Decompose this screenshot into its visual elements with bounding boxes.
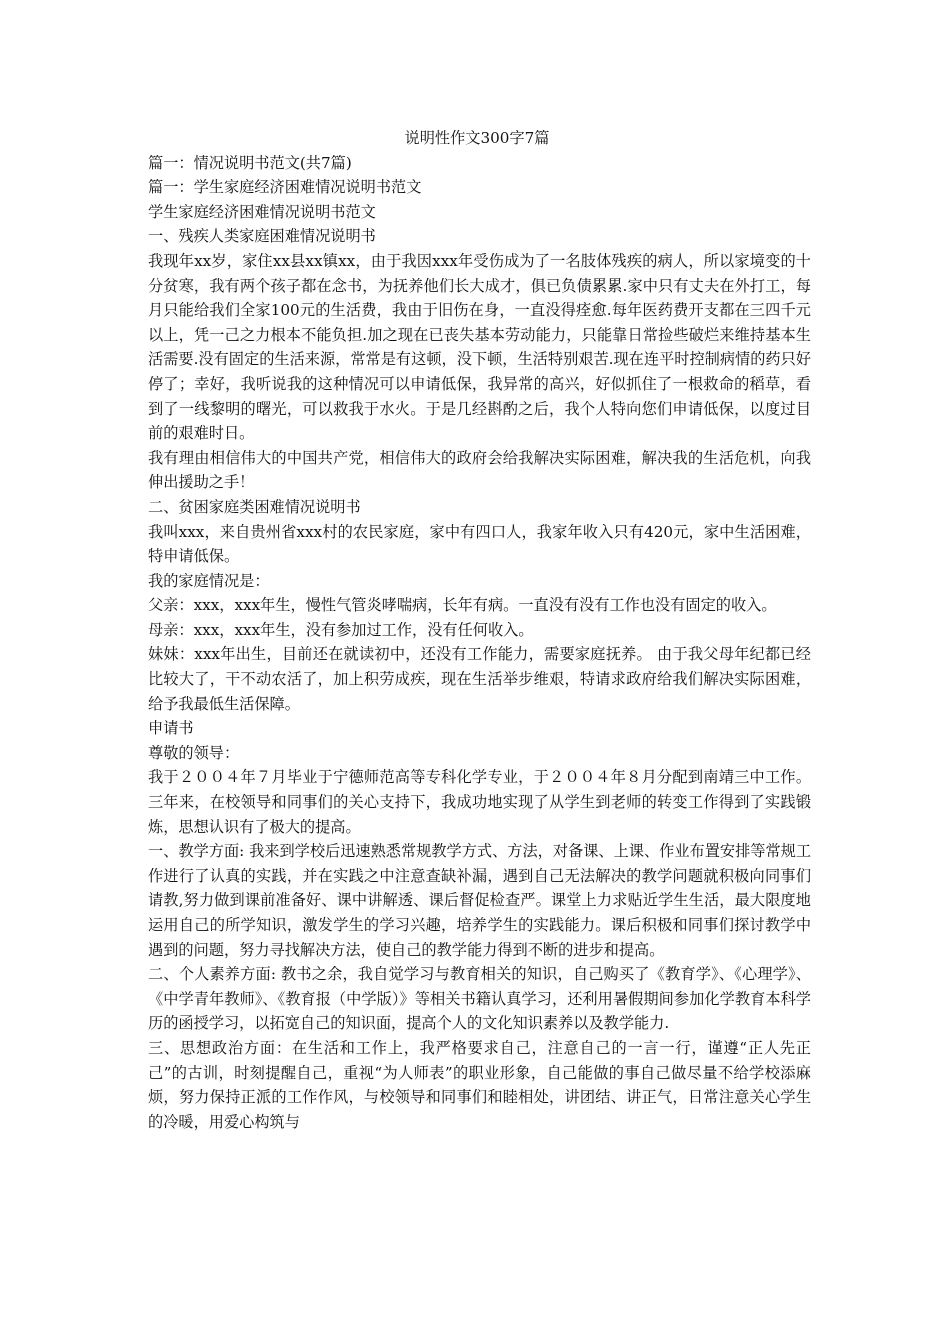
paragraph: 篇一：情况说明书范文(共7篇) [148, 153, 352, 172]
paragraph: 母亲：xxx，xxx年生，没有参加过工作，没有任何收入。 [148, 620, 534, 639]
paragraph: 我现年xx岁，家住xx县xx镇xx，由于我因xxx年受伤成为了一名肢体残疾的病人，所以家境变的十分贫寒，我有两个孩子都在念书，为抚养他们长大成才，俱已负债累累.家中只有丈夫在外打工，每月只能给我们全家100元的生活费，我由于旧伤在身，一直没得痊愈.每年医药费开支都在三四千元以上，凭一己之力根本不能负担.加之现在已丧失基本劳动能力，只能靠日常捡些破烂来维持基本生活需要.没有固定的生活来源，常常是有这顿，没下顿，生活特别艰苦.现在连平时控制病情的药只好停了；幸好，我听说我的这种情况可以申请低保，我异常的高兴，好似抓住了一根救命的稻草，看到了一线黎明的曙光，可以救我于水火。于是几经斟酌之后，我个人特向您们申请低保，以度过目前的艰难时日。 [148, 251, 811, 443]
paragraph: 我叫xxx，来自贵州省xxx村的农民家庭，家中有四口人，我家年收入只有420元，家中生活困难，特申请低保。 [148, 522, 811, 566]
paragraph: 尊敬的领导： [148, 743, 240, 762]
paragraph: 三、思想政治方面：在生活和工作上，我严格要求自己，注意自己的一言一行，谨遵“正人先正己”的古训，时刻提醒自己，重视“为人师表”的职业形象，自己能做的事自己做尽量不给学校添麻烦，努力保持正派的工作作风，与校领导和同事们和睦相处，讲团结、讲正气，日常注意关心学生的冷暖，用爱心构筑与 [148, 1038, 811, 1131]
paragraph: 妹妹：xxx年出生，目前还在就读初中，还没有工作能力，需要家庭抚养。 由于我父母年纪都已经比较大了，干不动农活了，加上积劳成疾，现在生活举步维艰，特请求政府给我们解决实际困难，给予我最低生活保障。 [148, 645, 811, 713]
document-body [143, 151, 811, 1135]
document-page [143, 126, 811, 1134]
paragraph: 二、个人素养方面: 教书之余，我自觉学习与教育相关的知识，自己购买了《教育学》、《心理学》、《中学青年教师》、《教育报（中学版）》等相关书籍认真学习，还利用暑假期间参加化学教育本科学历的函授学习，以拓宽自己的知识面，提高个人的文化知识素养以及教学能力. [148, 965, 811, 1033]
paragraph: 申请书 [148, 719, 194, 738]
paragraph: 我于２００４年７月毕业于宁德师范高等专科化学专业，于２００４年８月分配到南靖三中工作。三年来，在校领导和同事们的关心支持下，我成功地实现了从学生到老师的转变工作得到了实践锻炼，思想认识有了极大的提高。 [148, 768, 811, 836]
paragraph: 学生家庭经济困难情况说明书范文 [148, 202, 376, 221]
paragraph: 一、教学方面: 我来到学校后迅速熟悉常规教学方式、方法，对备课、上课、作业布置安排等常规工作进行了认真的实践，并在实践之中注意查缺补漏，遇到自己无法解决的教学问题就积极向同事们请教,努力做到课前准备好、课中讲解透、课后督促检查严。课堂上力求贴近学生生活，最大限度地运用自己的所学知识，激发学生的学习兴趣，培养学生的实践能力。课后积极和同事们探讨教学中遇到的问题，努力寻找解决方法，使自己的教学能力得到不断的进步和提高。 [148, 842, 812, 959]
paragraph: 父亲：xxx，xxx年生，慢性气管炎哮喘病，长年有病。一直没有没有工作也没有固定的收入。 [148, 596, 777, 615]
paragraph: 篇一：学生家庭经济困难情况说明书范文 [148, 178, 422, 197]
paragraph: 我有理由相信伟大的中国共产党，相信伟大的政府会给我解决实际困难，解决我的生活危机，向我伸出援助之手！ [148, 448, 811, 492]
document-title: 说明性作文300字7篇 [404, 129, 550, 147]
paragraph: 一、残疾人类家庭困难情况说明书 [148, 227, 376, 246]
paragraph: 我的家庭情况是： [148, 571, 270, 590]
paragraph: 二、贫困家庭类困难情况说明书 [148, 497, 361, 516]
